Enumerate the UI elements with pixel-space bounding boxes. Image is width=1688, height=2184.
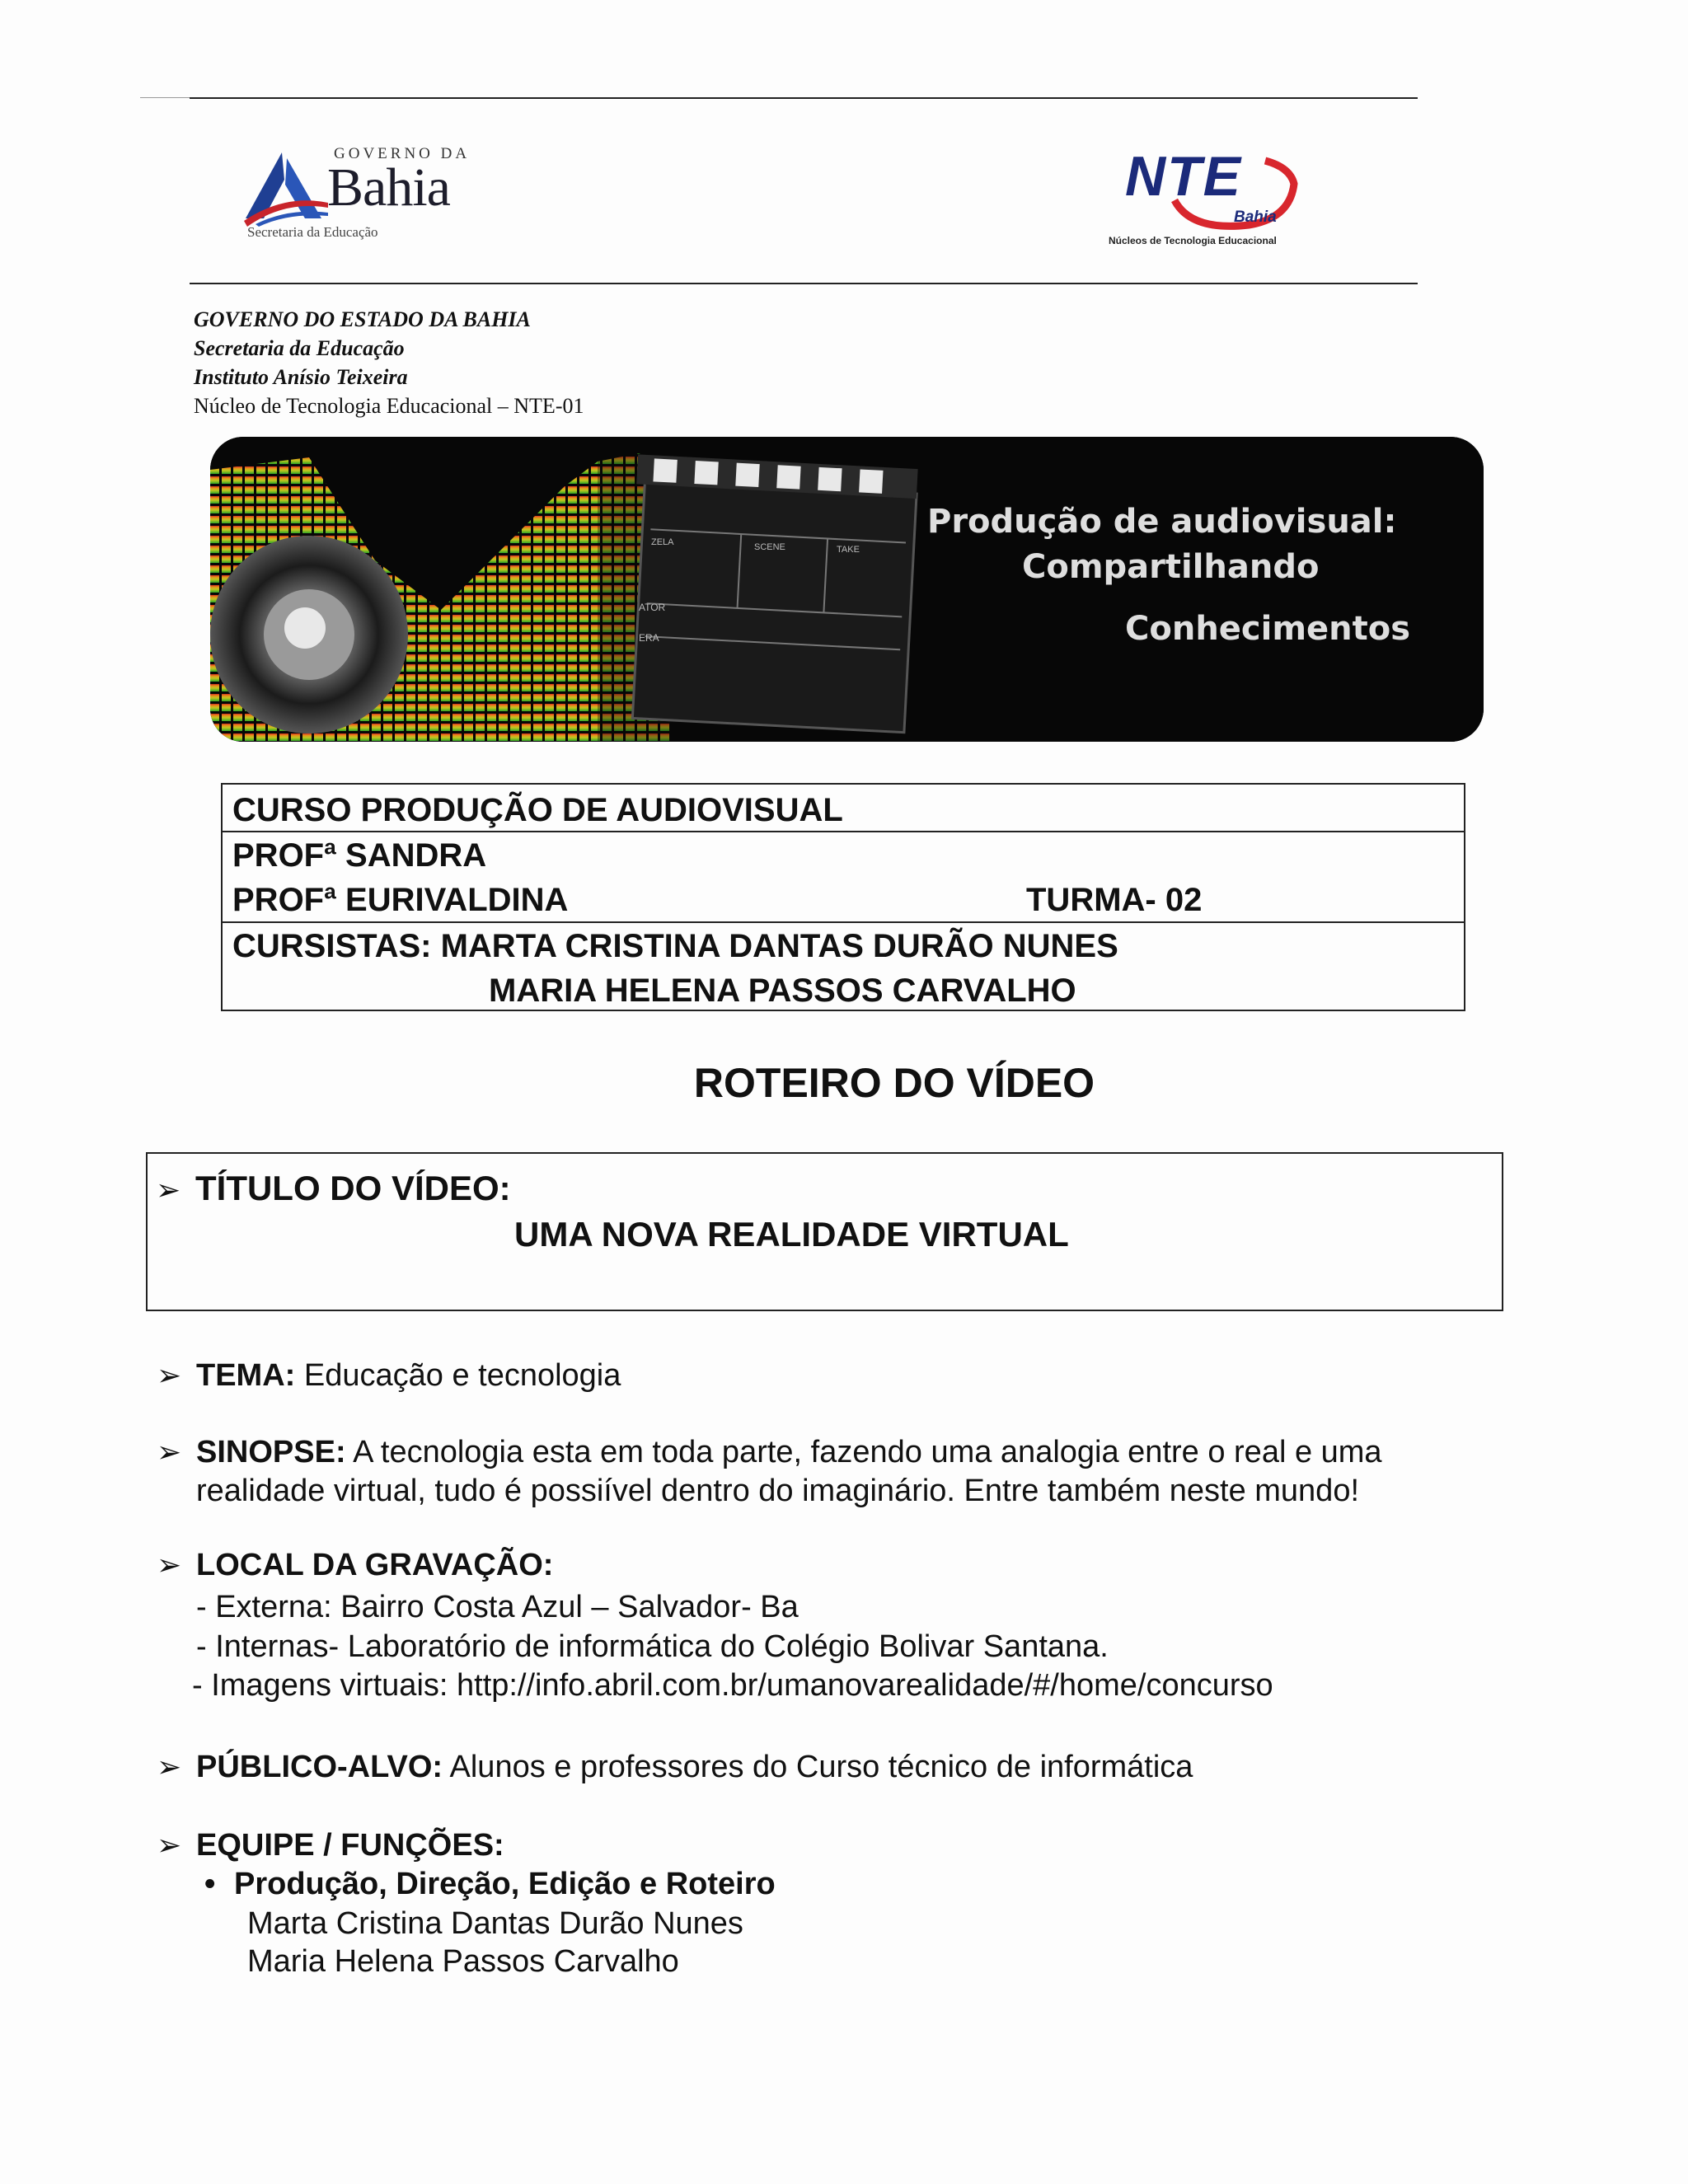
video-title-box xyxy=(146,1152,1503,1311)
clapper-label-zela: ZELA xyxy=(651,537,674,547)
equipe-member-2: Maria Helena Passos Carvalho xyxy=(247,1944,679,1979)
local-label: LOCAL DA GRAVAÇÃO: xyxy=(196,1548,554,1582)
nte-logo-region-text: Bahia xyxy=(1234,209,1277,226)
governo-bahia-logo xyxy=(239,140,478,251)
equipe-role-text: Produção, Direção, Edição e Roteiro xyxy=(234,1867,776,1901)
class-number: TURMA- 02 xyxy=(1026,882,1203,918)
arrow-bullet-icon: ➢ xyxy=(157,1750,182,1783)
equipe-label: EQUIPE / FUNÇÕES: xyxy=(196,1828,504,1863)
institution-line-4: Núcleo de Tecnologia Educacional – NTE-01 xyxy=(194,394,584,418)
banner-title-line-1: Produção de audiovisual: xyxy=(927,503,1397,541)
page-title: ROTEIRO DO VÍDEO xyxy=(693,1060,1095,1106)
banner-title-line-3: Conhecimentos xyxy=(1125,610,1411,648)
institution-line-1: GOVERNO DO ESTADO DA BAHIA xyxy=(194,307,531,331)
local-externa: - Externa: Bairro Costa Azul – Salvador- Ba xyxy=(196,1590,799,1624)
clapper-label-scene: SCENE xyxy=(754,542,785,552)
arrow-bullet-icon: ➢ xyxy=(157,1435,182,1469)
institution-block xyxy=(194,305,584,420)
arrow-bullet-icon: ➢ xyxy=(156,1173,181,1207)
nte-logo-sub-text: Núcleos de Tecnologia Educacional xyxy=(1109,235,1277,246)
nte-bahia-logo xyxy=(1109,144,1306,255)
clapper-label-era: ERA xyxy=(639,632,659,644)
bahia-logo-sub-text: Secretaria da Educação xyxy=(247,224,378,240)
tema-item xyxy=(157,1356,621,1395)
video-title-label: TÍTULO DO VÍDEO: xyxy=(195,1169,511,1207)
top-rule-short xyxy=(140,97,190,98)
institution-line-3: Instituto Anísio Teixeira xyxy=(194,365,408,389)
local-imagens-virtuais: - Imagens virtuais: http://info.abril.com.br/umanovarealidade/#/home/concurso xyxy=(192,1668,1273,1703)
teacher-2: PROFª EURIVALDINA xyxy=(232,882,569,918)
equipe-member-1: Marta Cristina Dantas Durão Nunes xyxy=(247,1906,743,1941)
arrow-bullet-icon: ➢ xyxy=(157,1828,182,1862)
equalizer-graphic xyxy=(210,437,1484,742)
tema-value: Educação e tecnologia xyxy=(303,1358,621,1393)
course-banner xyxy=(210,437,1484,742)
arrow-bullet-icon: ➢ xyxy=(157,1358,182,1392)
institution-line-2: Secretaria da Educação xyxy=(194,336,405,360)
publico-value: Alunos e professores do Curso técnico de informática xyxy=(449,1750,1193,1784)
sinopse-label: SINOPSE: xyxy=(196,1435,346,1469)
banner-title-line-2: Compartilhando xyxy=(1022,548,1320,586)
nte-logo-main-text: NTE xyxy=(1125,145,1242,208)
course-name: CURSO PRODUÇÃO DE AUDIOVISUAL xyxy=(232,792,843,828)
clapper-label-take: TAKE xyxy=(837,545,860,555)
publico-label: PÚBLICO-ALVO: xyxy=(196,1750,443,1784)
sinopse-line-2: realidade virtual, tudo é possiível dentro do imaginário. Entre também neste mundo! xyxy=(196,1474,1360,1508)
student-2: MARIA HELENA PASSOS CARVALHO xyxy=(489,972,1076,1009)
top-rule xyxy=(190,97,1418,99)
video-title-label-row xyxy=(156,1169,511,1210)
students-label: CURSISTAS: MARTA CRISTINA DANTAS DURÃO NUNES xyxy=(232,928,1118,964)
teacher-1: PROFª SANDRA xyxy=(232,837,487,874)
bahia-logo-main-text: Bahia xyxy=(327,157,450,218)
header-bottom-rule xyxy=(190,283,1418,284)
local-item xyxy=(157,1545,553,1585)
publico-item xyxy=(157,1747,1193,1787)
tema-label: TEMA: xyxy=(196,1358,296,1393)
equipe-item xyxy=(157,1825,504,1865)
bahia-logo-top-text: GOVERNO DA xyxy=(334,145,471,162)
clapper-label-ator: ATOR xyxy=(639,602,666,613)
arrow-bullet-icon: ➢ xyxy=(157,1548,182,1582)
video-title-value: UMA NOVA REALIDADE VIRTUAL xyxy=(514,1215,1069,1254)
sinopse-item xyxy=(157,1432,1382,1472)
local-internas: - Internas- Laboratório de informática do Colégio Bolivar Santana. xyxy=(196,1629,1109,1664)
course-info-box xyxy=(221,783,1465,1011)
equipe-role xyxy=(204,1865,776,1903)
sinopse-line-1: A tecnologia esta em toda parte, fazendo uma analogia entre o real e uma xyxy=(353,1435,1382,1469)
dot-bullet-icon: • xyxy=(204,1867,216,1901)
bahia-triangle-icon xyxy=(239,148,330,227)
